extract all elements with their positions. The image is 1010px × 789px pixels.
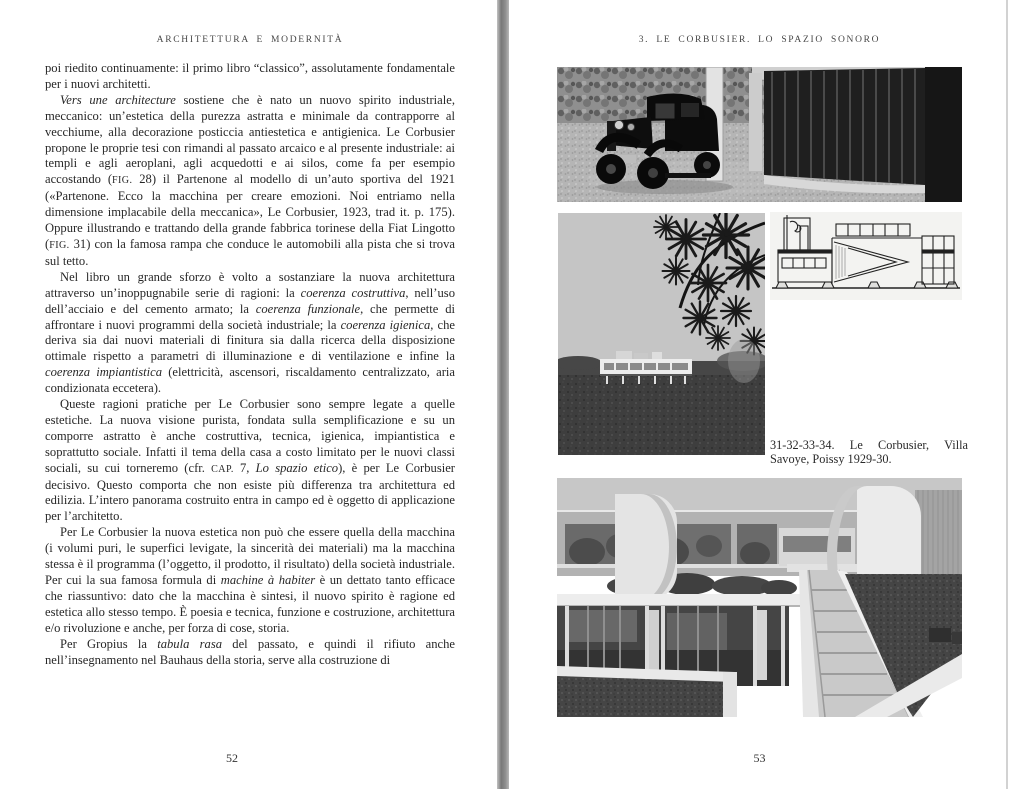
curved-glass-wall (764, 68, 925, 185)
paragraph (45, 397, 455, 525)
text-segment: sostiene che è nato un nuovo spirito industriale, meccanico: un’estetica della purezza astratta e minimale da contrapporre al vecchiume, alla decorazione posticcia antiestetica e antigienica. Le Corbusier propone le proprie tesi con rimandi al passato arcaico e al presente industriale: ai templi e agli aeroplani, agli acquedotti e ai silos, come fa per esempio accostando ( (45, 92, 455, 187)
villa-meadow-photo (558, 213, 765, 455)
running-head-left: ARCHITETTURA E MODERNITÀ (156, 35, 344, 45)
text-segment: del passato, e quindi il rifiuto anche nell’insegnamento nel Bauhaus della storia, serve alla costruzione di (45, 636, 456, 667)
text-segment: FIG. (49, 239, 70, 251)
text-segment: , nell’uso dell’acciaio e del cemento armato; la (45, 285, 455, 316)
text-segment: 28) il Partenone al modello di un’auto sportiva del 1921 («Partenone. Ecco la macchina per creare emozioni. Noi entriamo nella dimensione implacabile della meccanica», Le Corbusier, 1923, trad it. p. 175). Oppure illustrando e trattando della grande fabbrica torinese della Fiat Lingotto ( (45, 172, 455, 251)
roof-slab (557, 594, 805, 606)
ramp-top-structure (779, 528, 857, 572)
paragraph (45, 525, 455, 636)
dark-side-panel (925, 67, 962, 202)
text-segment: CAP. (211, 463, 234, 475)
text-segment: è un dettato tanto efficace che riassuntivo: dato che la macchina è sintesi, il nuovo spirito è ragione ed estetica allo stesso tempo. È poesia e tecnica, funzione e costruzione, architettura e/o rivoluzione e anche, per forza di cose, storia. (45, 573, 455, 635)
text-segment: ), è per Le Corbusier decisivo. Questo comporta che non esiste più differenza tra architettura ed edilizia. L’intero panorama costruito entra in campo ed è oggetto di applicazione per l’architetto. (45, 460, 455, 524)
page-number-52: 52 (226, 751, 238, 765)
running-head-right: 3. LE CORBUSIER. LO SPAZIO SONORO (638, 35, 881, 45)
figure-caption: 31-32-33-34. Le Corbusier, Villa Savoye, Poissy 1929-30. (770, 438, 968, 467)
text-segment: poi riedito continuamente: il primo libro “classico”, assolutamente fondamentale per i nuovi architetti. (45, 61, 455, 91)
text-segment: machine à habiter (220, 573, 316, 587)
text-segment: tabula rasa (157, 636, 223, 651)
text-segment: Per Gropius la (60, 636, 158, 651)
page-number-53: 53 (753, 751, 766, 765)
text-segment: Queste ragioni pratiche per Le Corbusier sono sempre legate a quelle estetiche. La nuova visione purista, fondata sulla semplificazione e su un comporre astratto è anche costruttiva, tecnica, igienica, impiantistica e soprattutto sociale. Infatti il tema della casa a costo limitato per le nuovi classi sociali, su cui torneremo (cfr. (45, 397, 455, 475)
figure-villa-meadow (558, 213, 765, 455)
roof-terrace-photo (557, 478, 962, 717)
figure-roof-terrace (557, 478, 962, 717)
paragraph (45, 637, 455, 669)
paragraph (45, 270, 455, 397)
paragraph (45, 61, 455, 93)
paragraph (45, 93, 455, 270)
text-segment: 31) con la famosa rampa che conduce le automobili alla pista che si trova sul tetto. (45, 236, 455, 268)
pilotis-column-rear (749, 73, 762, 171)
text-segment: FIG. (112, 175, 133, 187)
planter-bottom-left (557, 666, 737, 717)
figure-section-drawing (770, 212, 962, 300)
page-52 (0, 0, 497, 789)
text-segment: coerenza costruttiva (300, 285, 406, 300)
text-segment: coerenza funzionale (255, 301, 361, 316)
text-segment: , che deriva sia dai nuovi materiali di finitura sia dalla ricerca della disposizione ottimale rispetto a parametri di illuminazione e di ventilazione e infine la (45, 317, 455, 364)
text-segment: Nel libro un grande sforzo è volto a sostanziare la nuova architettura attraverso un’inoppugnabile serie di ragioni: la (45, 269, 455, 300)
meadow (558, 375, 765, 455)
text-segment: 7, (233, 460, 256, 475)
text-segment: Per Le Corbusier la nuova estetica non può che essere quella della macchina (i volumi puri, le superfici levigate, la sincerità dei materiali) ma la macchina stessa è il programma (l’oggetto, il prodotto, il risultato) della società industriale. Per cui la sua famosa formula di (45, 525, 455, 587)
text-segment: coerenza igienica (340, 317, 431, 332)
text-segment: Lo spazio etico (255, 460, 339, 475)
text-segment: , che permette di affrontare i nuovi programmi della società industriale; la (45, 301, 455, 332)
text-segment: Vers une architecture (60, 92, 176, 107)
section-drawing-image (770, 212, 962, 300)
book-gutter (497, 0, 509, 789)
text-segment: coerenza impiantistica (45, 365, 162, 380)
text-segment: (elettricità, ascensori, riscaldamento centralizzato, aria condizionata eccetera). (45, 365, 455, 396)
page-53 (509, 0, 1010, 789)
car-pilotis-photo (557, 67, 962, 202)
body-text (45, 61, 455, 668)
figure-car-pilotis (557, 67, 962, 202)
